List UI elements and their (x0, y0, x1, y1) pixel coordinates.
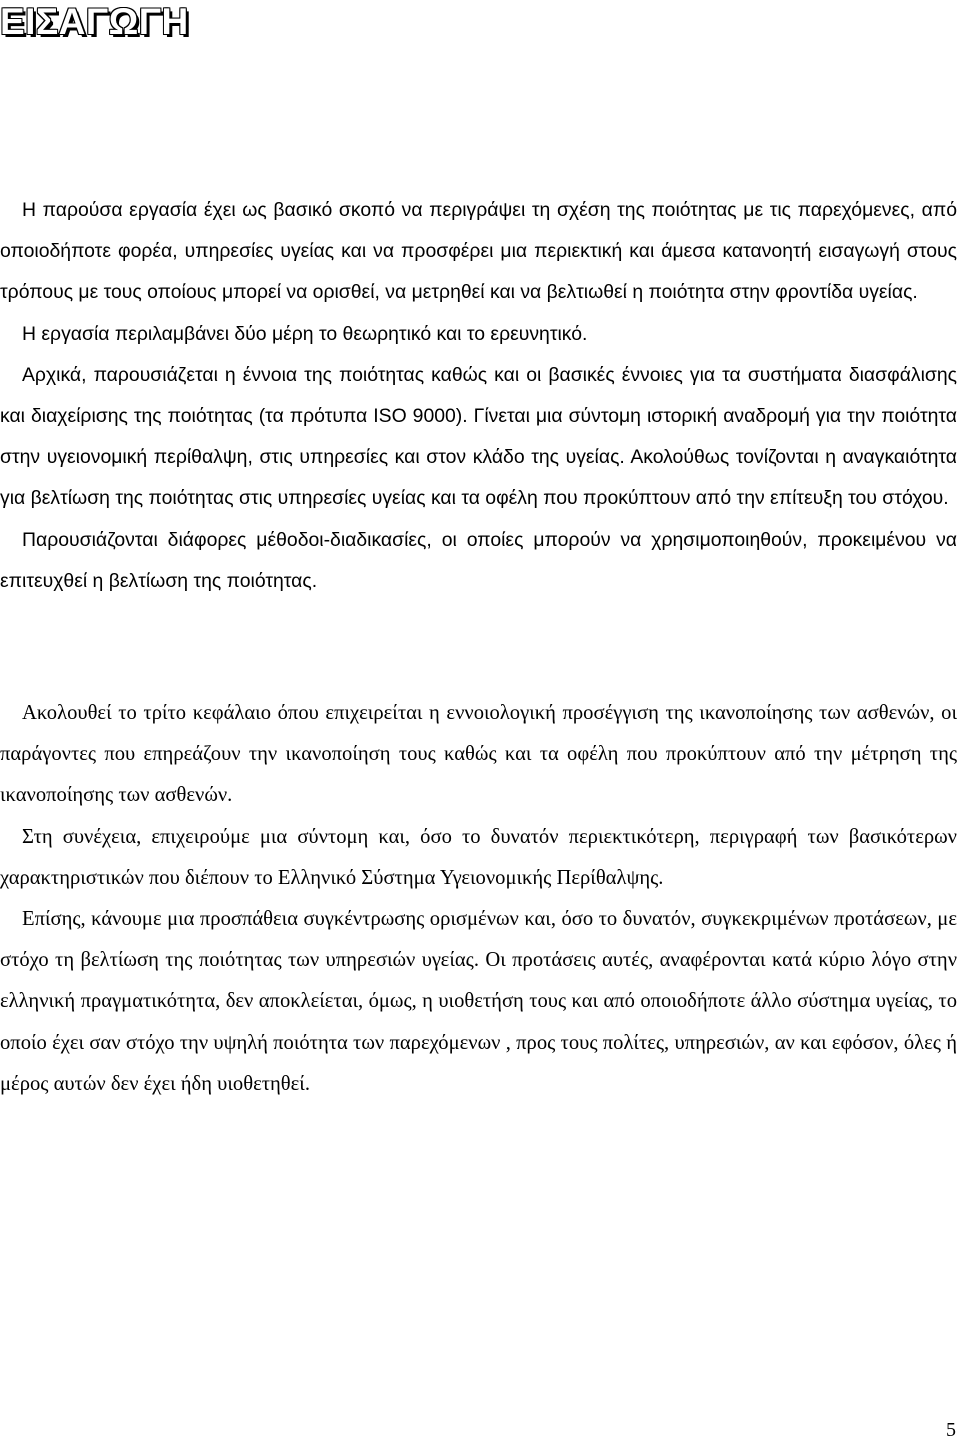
paragraph-methods: Παρουσιάζονται διάφορες μέθοδοι-διαδικασίες, οι οποίες μπορούν να χρησιμοποιηθούν, προκειμένου να επιτευχθεί η βελτίωση της ποιότητας. (0, 528, 957, 592)
paragraph-patient-satisfaction: Ακολουθεί το τρίτο κεφάλαιο όπου επιχειρείται η εννοιολογική προσέγγιση της ικανοποίησης των ασθενών, οι παράγοντες που επηρεάζουν την ικανοποίηση τους καθώς και τα οφέλη που προκύπτουν από την μέτρηση της ικανοποίησης των ασθενών. (0, 702, 957, 807)
paragraph-proposals: Επίσης, κάνουμε μια προσπάθεια συγκέντρωσης ορισμένων και, όσο το δυνατόν, συγκεκριμένων προτάσεων, με στόχο τη βελτίωση της ποιότητας των υπηρεσιών υγείας. Οι προτάσεις αυτές, αναφέρονται κατά κύριο λόγο στην ελληνική πραγματικότητα, δεν αποκλείεται, όμως, η υιοθετήση τους και από οποιοδήποτε άλλο σύστημα υγείας, το οποίο έχει σαν στόχο την υψηλή ποιότητα των παρεχόμενων , προς τους πολίτες, υπηρεσιών, αν και εφόσον, όλες ή μέρος αυτών δεν έχει ήδη υιοθετηθεί. (0, 908, 957, 1095)
paragraph-parts: Η εργασία περιλαμβάνει δύο μέρη το θεωρητικό και το ερευνητικό. (22, 322, 588, 345)
intro-section (0, 190, 957, 602)
paragraph-quality-concepts: Αρχικά, παρουσιάζεται η έννοια της ποιότητας καθώς και οι βασικές έννοιες για τα συστήματα διασφάλισης και διαχείρισης της ποιότητας (τα πρότυπα ISO 9000). Γίνεται μια σύντομη ιστορική αναδρομή για την ποιότητα στην υγειονομική περίθαλψη, στις υπηρεσίες και στον κλάδο της υγείας. Ακολούθως τονίζονται η αναγκαιότητα για βελτίωση της ποιότητας στις υπηρεσίες υγείας και τα οφέλη που προκύπτουν από την επίτευξη του στόχου. (0, 363, 957, 510)
paragraph-greek-health-system: Στη συνέχεια, επιχειρούμε μια σύντομη και, όσο το δυνατόν περιεκτικότερη, περιγραφή των βασικότερων χαρακτηριστικών που διέπουν το Ελληνικό Σύστημα Υγειονομικής Περίθαλψης. (0, 825, 957, 889)
chapters-section (0, 693, 957, 1105)
page-number: 5 (946, 1419, 956, 1441)
page-title: ΕΙΣΑΓΩΓΗ (0, 1, 189, 42)
paragraph-purpose: Η παρούσα εργασία έχει ως βασικό σκοπό να περιγράψει τη σχέση της ποιότητας με τις παρεχόμενες, από οποιοδήποτε φορέα, υπηρεσίες υγείας και να προσφέρει μια περιεκτική και άμεσα κατανοητή εισαγωγή στους τρόπους με τους οποίους μπορεί να ορισθεί, να μετρηθεί και να βελτιωθεί η ποιότητα στην φροντίδα υγείας. (0, 199, 957, 304)
